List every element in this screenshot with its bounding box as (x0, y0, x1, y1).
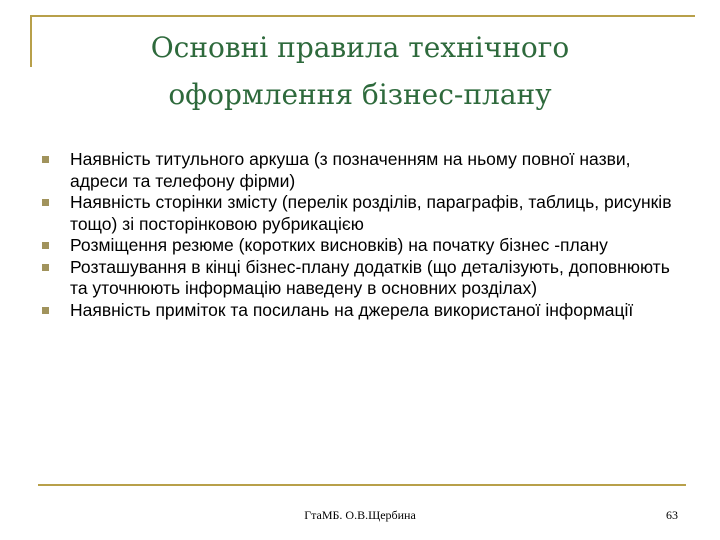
title-line-1: Основні правила технічного (150, 31, 570, 64)
bullet-text: Наявність сторінки змісту (перелік розділів, параграфів, таблиць, рисунків тощо) зі посторінковою рубрикацією (70, 192, 672, 234)
footer-divider (38, 484, 686, 486)
square-bullet-icon (42, 307, 49, 314)
bullet-list (40, 149, 680, 321)
frame-left-line (30, 15, 32, 67)
bullet-text: Розміщення резюме (коротких висновків) на початку бізнес -плану (70, 235, 608, 255)
footer-author: ГтаМБ. О.В.Щербина (304, 508, 416, 522)
frame-top-line (30, 15, 695, 17)
bullet-item (40, 257, 680, 300)
slide-title (60, 24, 660, 118)
bullet-item (40, 192, 680, 235)
page-number: 63 (666, 508, 678, 522)
square-bullet-icon (42, 156, 49, 163)
bullet-item (40, 235, 680, 257)
square-bullet-icon (42, 264, 49, 271)
square-bullet-icon (42, 199, 49, 206)
bullet-item (40, 149, 680, 192)
bullet-text: Наявність приміток та посилань на джерела використаної інформації (70, 299, 634, 320)
title-line-2: оформлення бізнес-плану (168, 78, 552, 111)
bullet-item (40, 300, 680, 322)
square-bullet-icon (42, 242, 49, 249)
bullet-text: Розташування в кінці бізнес-плану додатків (що деталізують, доповнюють та уточнюють інформацію наведену в основних розділах) (70, 256, 670, 298)
bullet-text: Наявність титульного аркуша (з позначенням на ньому повної назви, адреси та телефону фірми) (70, 149, 631, 191)
